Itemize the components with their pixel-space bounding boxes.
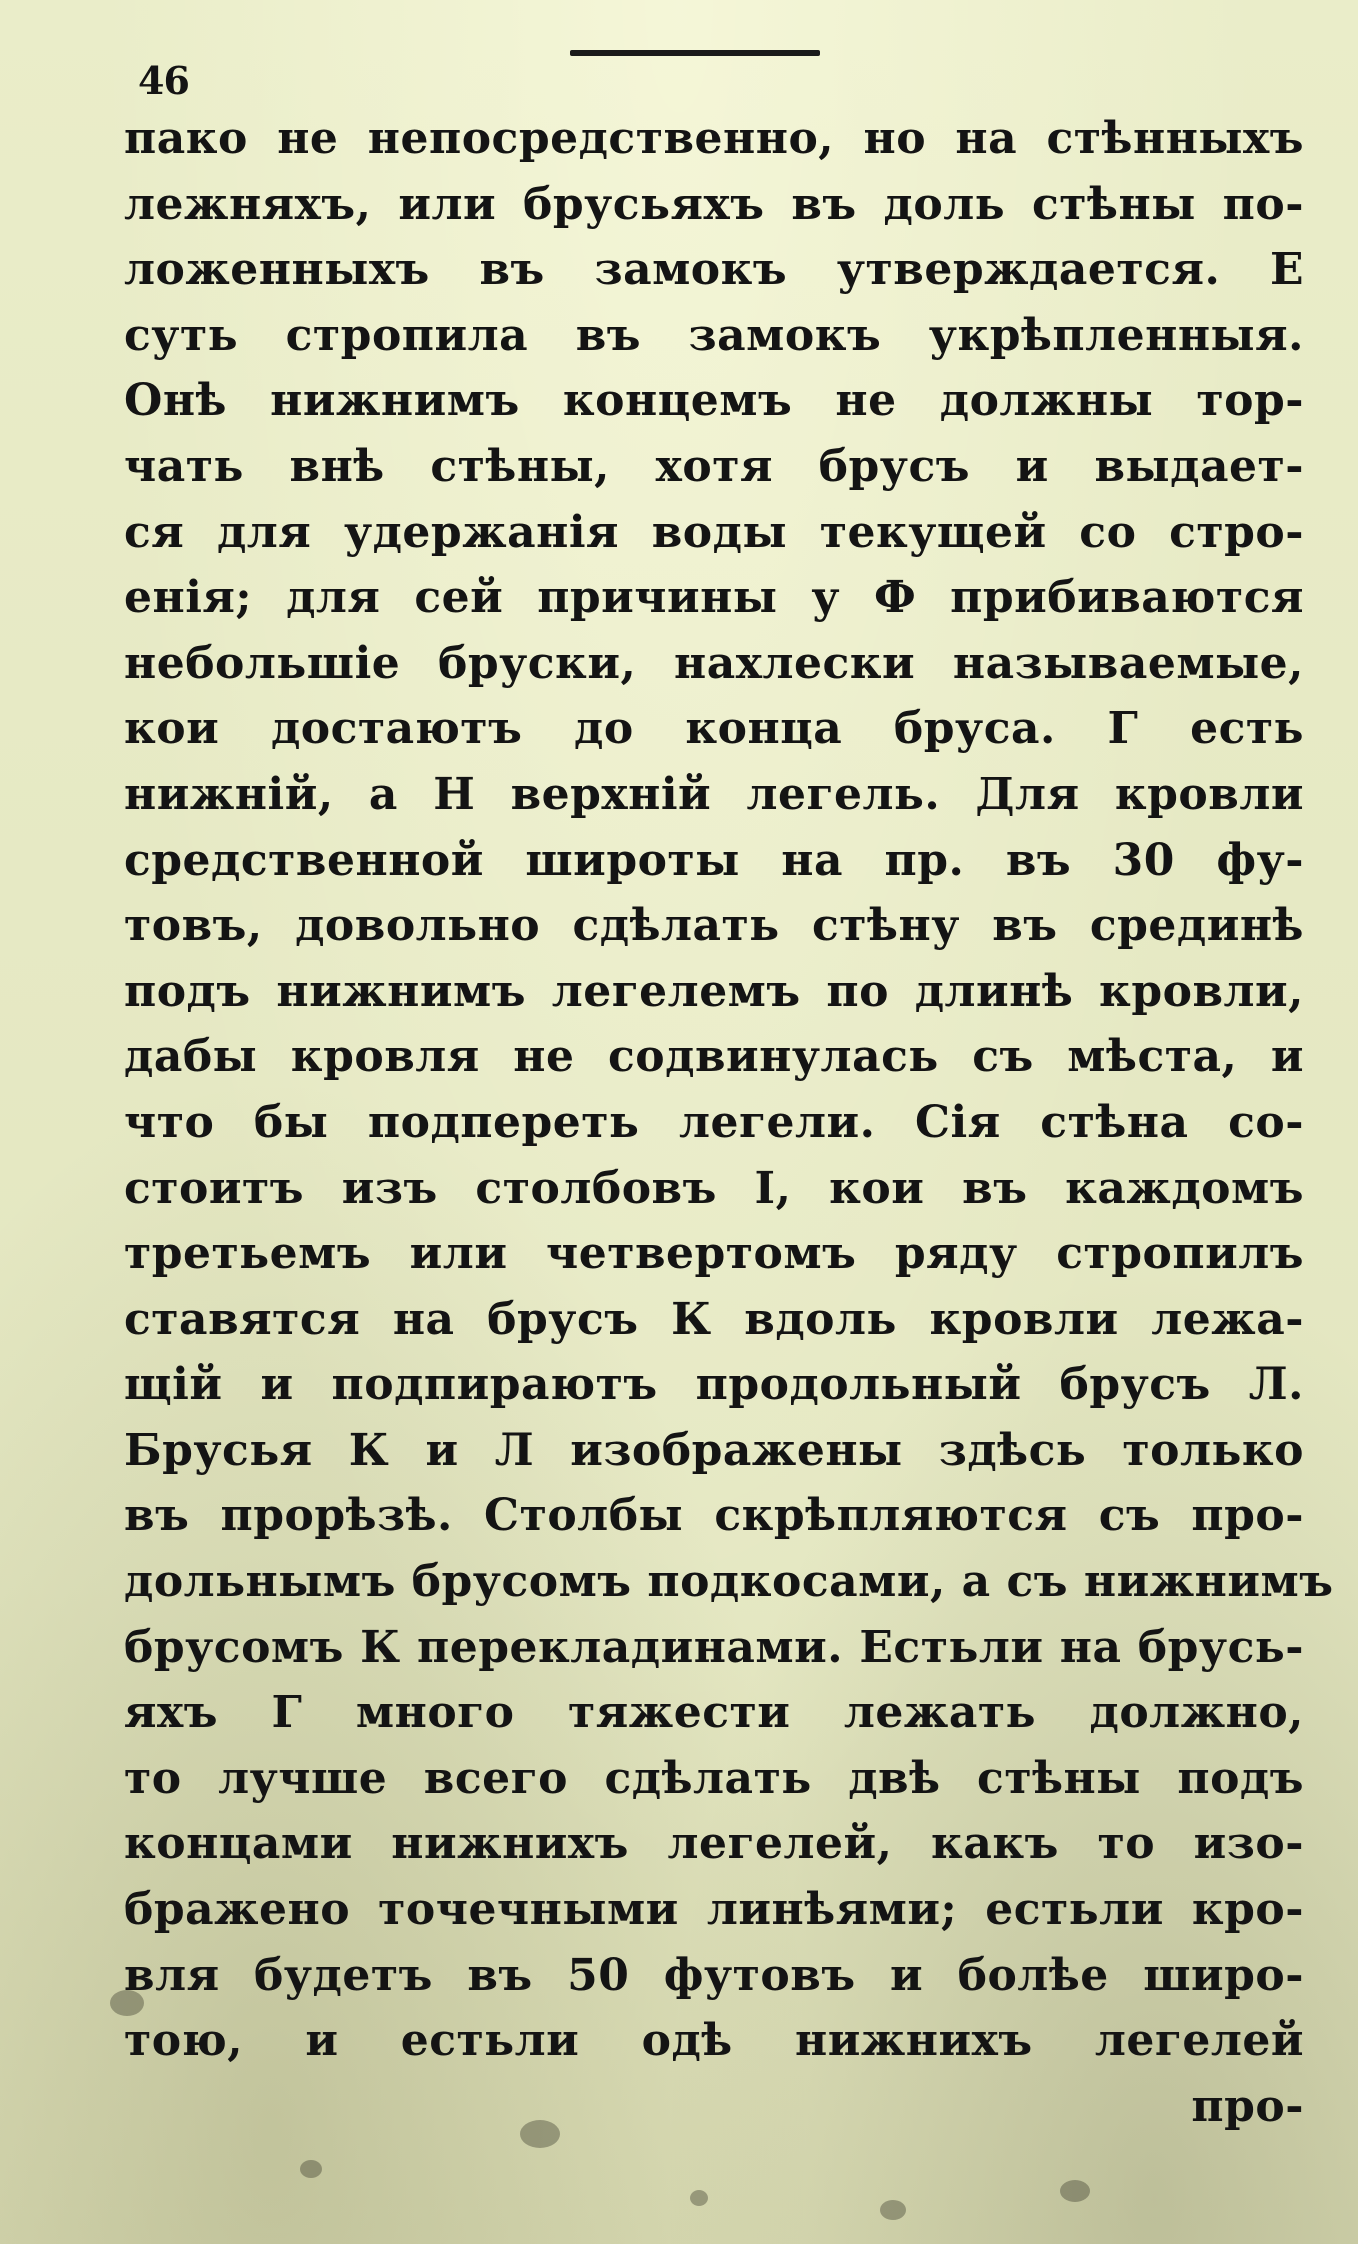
- header-rule: [570, 50, 820, 56]
- text-line: ложенныхъ въ замокъ утверждается. Е: [124, 244, 1304, 296]
- text-line: енія; для сей причины у Ф прибиваются: [124, 572, 1304, 624]
- page-number: 46: [138, 58, 189, 103]
- text-line: средственной широты на пр. въ 30 фу-: [124, 834, 1304, 886]
- text-line: подъ нижнимъ легелемъ по длинѣ кровли,: [124, 965, 1304, 1017]
- text-line: дольнымъ брусомъ подкосами, а съ нижнимъ: [124, 1556, 1334, 1608]
- text-line: Онѣ нижнимъ концемъ не должны тор-: [124, 375, 1304, 427]
- ink-stain: [520, 2120, 560, 2148]
- ink-stain: [110, 1990, 144, 2016]
- text-line: третьемъ или четвертомъ ряду стропилъ: [124, 1228, 1304, 1280]
- text-line: бражено точечными линѣями; естьли кро-: [124, 1884, 1304, 1936]
- text-line: яхъ Г много тяжести лежать должно,: [124, 1687, 1304, 1739]
- text-line: Брусья К и Л изображены здѣсь только: [124, 1424, 1304, 1476]
- text-line: небольшіе бруски, нахлески называемые,: [124, 637, 1304, 689]
- text-line: что бы подпереть легели. Сія стѣна со-: [124, 1096, 1304, 1148]
- text-line: ся для удержанія воды текущей со стро-: [124, 506, 1304, 558]
- text-line: нижній, а Н верхній легель. Для кровли: [124, 768, 1304, 820]
- text-line: пако не непосредственно, но на стѣнныхъ: [124, 113, 1304, 164]
- catchword: про-: [1191, 2080, 1304, 2132]
- text-line: дабы кровля не содвинулась съ мѣста, и: [124, 1031, 1304, 1083]
- text-line: стоитъ изъ столбовъ I, кои въ каждомъ: [124, 1162, 1304, 1214]
- text-line: лежняхъ, или брусьяхъ въ доль стѣны по-: [124, 178, 1304, 230]
- text-line: чать внѣ стѣны, хотя брусъ и выдает-: [124, 440, 1304, 492]
- text-line: суть стропила въ замокъ укрѣпленныя.: [124, 309, 1304, 361]
- text-line: концами нижнихъ легелей, какъ то изо-: [124, 1818, 1304, 1870]
- ink-stain: [1060, 2180, 1090, 2202]
- ink-stain: [690, 2190, 708, 2206]
- text-line: въ прорѣзѣ. Столбы скрѣпляются съ про-: [124, 1490, 1304, 1542]
- text-line: ставятся на брусъ К вдоль кровли лежа-: [124, 1293, 1304, 1345]
- body-text: [124, 106, 1334, 2139]
- text-line: то лучше всего сдѣлать двѣ стѣны подъ: [124, 1752, 1304, 1804]
- text-line: тою, и естьли одѣ нижнихъ легелей: [124, 2015, 1304, 2067]
- text-line: щій и подпираютъ продольный брусъ Л.: [124, 1359, 1304, 1411]
- ink-stain: [300, 2160, 322, 2178]
- text-line: вля будетъ въ 50 футовъ и болѣе широ-: [124, 1949, 1304, 2001]
- text-line: кои достаютъ до конца бруса. Г есть: [124, 703, 1304, 755]
- text-line: товъ, довольно сдѣлать стѣну въ срединѣ: [124, 900, 1304, 952]
- ink-stain: [880, 2200, 906, 2220]
- text-line: брусомъ К перекладинами. Естьли на брусь-: [124, 1621, 1304, 1673]
